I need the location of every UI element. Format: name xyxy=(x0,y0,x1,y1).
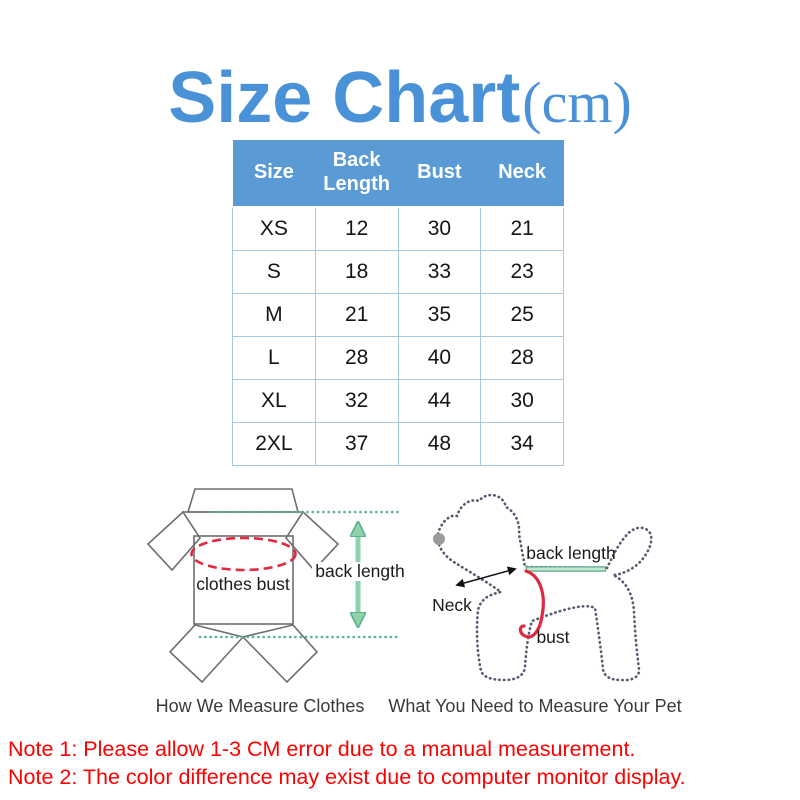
size-table-header xyxy=(233,140,564,207)
cell-bust: 30 xyxy=(398,207,481,251)
cell-size: XL xyxy=(233,380,316,423)
table-row xyxy=(233,380,564,423)
cell-neck: 25 xyxy=(481,294,564,337)
size-table xyxy=(232,140,564,466)
cell-neck: 21 xyxy=(481,207,564,251)
clothes-measure-illustration xyxy=(100,478,410,693)
table-row xyxy=(233,251,564,294)
cell-back-length: 18 xyxy=(315,251,398,294)
dog-back-length-label: back length xyxy=(526,543,616,563)
dog-caption: What You Need to Measure Your Pet xyxy=(388,696,682,716)
cell-bust: 48 xyxy=(398,423,481,466)
dog-neck-label: Neck xyxy=(432,595,472,615)
col-header-size: Size xyxy=(233,140,316,207)
dog-nose-dot xyxy=(433,533,445,545)
cell-back-length: 37 xyxy=(315,423,398,466)
dog-outline xyxy=(438,495,652,680)
col-header-back-length: Back Length xyxy=(315,140,398,207)
title-text: Size Chart xyxy=(168,58,521,138)
cell-bust: 40 xyxy=(398,337,481,380)
col-header-bust: Bust xyxy=(398,140,481,207)
cell-back-length: 12 xyxy=(315,207,398,251)
cell-bust: 35 xyxy=(398,294,481,337)
cell-back-length: 32 xyxy=(315,380,398,423)
table-row xyxy=(233,423,564,466)
cell-size: 2XL xyxy=(233,423,316,466)
cell-size: M xyxy=(233,294,316,337)
cell-size: S xyxy=(233,251,316,294)
cell-neck: 28 xyxy=(481,337,564,380)
cell-back-length: 28 xyxy=(315,337,398,380)
cell-back-length: 21 xyxy=(315,294,398,337)
note-1: Note 1: Please allow 1-3 CM error due to a manual measurement. xyxy=(8,737,636,761)
clothes-caption: How We Measure Clothes xyxy=(155,696,365,716)
clothes-bust-label: clothes bust xyxy=(196,574,290,594)
cell-bust: 33 xyxy=(398,251,481,294)
cell-neck: 30 xyxy=(481,380,564,423)
note-2: Note 2: The color difference may exist due to computer monitor display. xyxy=(8,765,686,789)
dog-measure-illustration xyxy=(405,482,705,692)
col-header-neck: Neck xyxy=(481,140,564,207)
title-unit: (cm) xyxy=(522,70,632,135)
clothes-back-length-label: back length xyxy=(315,561,405,581)
table-row xyxy=(233,337,564,380)
cell-bust: 44 xyxy=(398,380,481,423)
dog-bust-label: bust xyxy=(536,627,570,647)
table-row xyxy=(233,294,564,337)
cell-neck: 23 xyxy=(481,251,564,294)
clothes-bust-ellipse xyxy=(192,538,296,570)
cell-size: L xyxy=(233,337,316,380)
cell-neck: 34 xyxy=(481,423,564,466)
cell-size: XS xyxy=(233,207,316,251)
table-row xyxy=(233,207,564,251)
